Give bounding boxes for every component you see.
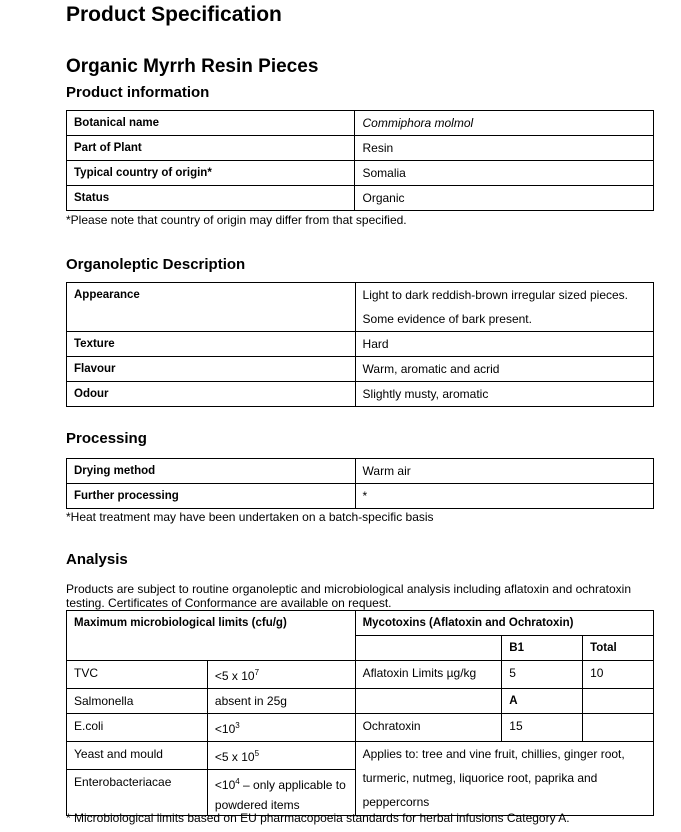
page-title: Product Specification xyxy=(66,3,282,26)
appearance-line: Some evidence of bark present. xyxy=(362,312,532,326)
micro-name: Yeast and mould xyxy=(67,742,208,770)
row-value: Hard xyxy=(355,332,653,357)
applies-line: Applies to: tree and vine fruit, chillies, ginger root, xyxy=(362,747,625,761)
aflatoxin-b1: 5 xyxy=(502,661,583,689)
product-info-heading: Product information xyxy=(66,84,210,101)
row-value: Resin xyxy=(355,136,654,161)
table-row xyxy=(67,611,654,636)
ochratoxin-label: Ochratoxin xyxy=(355,714,502,742)
table-row xyxy=(67,484,654,509)
table-row xyxy=(67,111,654,136)
ochratoxin-a: 15 xyxy=(502,714,583,742)
table-row xyxy=(67,636,654,661)
row-label: Drying method xyxy=(67,459,356,484)
row-label: Botanical name xyxy=(67,111,355,136)
applies-line: peppercorns xyxy=(362,795,430,809)
a-column-header: A xyxy=(502,689,583,714)
row-label: Further processing xyxy=(67,484,356,509)
row-value: Warm air xyxy=(355,459,653,484)
table-row xyxy=(67,689,654,714)
row-label: Texture xyxy=(67,332,356,357)
micro-footnote: * Microbiological limits based on EU pharmacopoeia standards for herbal infusions Category A. xyxy=(66,811,570,825)
micro-name: Enterobacteriacae xyxy=(67,770,208,816)
micro-limit: $<10^3$ xyxy=(207,714,355,742)
row-label: Odour xyxy=(67,382,356,407)
analysis-table xyxy=(66,610,654,816)
organoleptic-table xyxy=(66,282,654,407)
row-value: * xyxy=(355,484,653,509)
micro-name: TVC xyxy=(67,661,208,689)
micro-name: E.coli xyxy=(67,714,208,742)
row-label: Part of Plant xyxy=(67,136,355,161)
table-row xyxy=(67,742,654,770)
row-label: Status xyxy=(67,186,355,211)
product-info-table xyxy=(66,110,654,211)
micro-limit: <5 x $10^5$ xyxy=(207,742,355,770)
row-value: Somalia xyxy=(355,161,654,186)
myco-header: Mycotoxins (Aflatoxin and Ochratoxin) xyxy=(355,611,653,636)
table-row xyxy=(67,382,654,407)
table-row xyxy=(67,186,654,211)
micro-limit: absent in 25g xyxy=(207,689,355,714)
micro-limit: <5 x $10^7$ xyxy=(207,661,355,689)
aflatoxin-total: 10 xyxy=(583,661,654,689)
b1-column-header: B1 xyxy=(502,636,583,661)
row-value: Slightly musty, aromatic xyxy=(355,382,653,407)
row-label: Flavour xyxy=(67,357,356,382)
micro-name: Salmonella xyxy=(67,689,208,714)
table-row xyxy=(67,332,654,357)
table-row xyxy=(67,283,654,332)
table-row xyxy=(67,161,654,186)
table-row xyxy=(67,661,654,689)
row-value: Warm, aromatic and acrid xyxy=(355,357,653,382)
origin-note: *Please note that country of origin may differ from that specified. xyxy=(66,213,407,227)
row-label: Typical country of origin* xyxy=(67,161,355,186)
analysis-heading: Analysis xyxy=(66,551,128,568)
table-row xyxy=(67,459,654,484)
table-row xyxy=(67,714,654,742)
aflatoxin-label: Aflatoxin Limits µg/kg xyxy=(355,661,502,689)
organoleptic-heading: Organoleptic Description xyxy=(66,256,246,273)
table-row xyxy=(67,136,654,161)
processing-table xyxy=(66,458,654,509)
micro-limit: $<10^4$ – only applicable to powdered items xyxy=(207,770,355,816)
row-value xyxy=(355,283,653,332)
row-value: Commiphora molmol xyxy=(355,111,654,136)
analysis-paragraph: Products are subject to routine organoleptic and microbiological analysis including aflatoxin and ochratoxin testing. Certificates of Conformance are available on request. xyxy=(66,582,631,610)
table-row xyxy=(67,357,654,382)
product-name: Organic Myrrh Resin Pieces xyxy=(66,56,319,77)
row-value: Organic xyxy=(355,186,654,211)
applies-to-cell xyxy=(355,742,653,816)
appearance-line: Light to dark reddish-brown irregular sized pieces. xyxy=(362,288,628,302)
total-column-header: Total xyxy=(583,636,654,661)
row-label: Appearance xyxy=(67,283,356,332)
applies-line: turmeric, nutmeg, liquorice root, paprika and xyxy=(362,771,598,785)
micro-header: Maximum microbiological limits (cfu/g) xyxy=(67,611,356,636)
heat-treatment-note: *Heat treatment may have been undertaken on a batch-specific basis xyxy=(66,510,434,524)
processing-heading: Processing xyxy=(66,430,147,447)
